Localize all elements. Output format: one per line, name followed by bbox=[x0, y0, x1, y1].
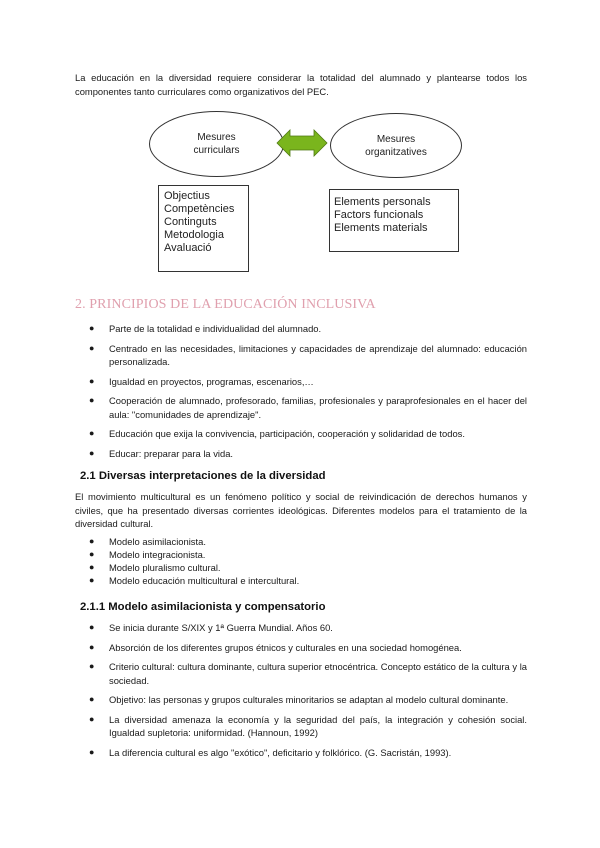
curricular-item: Competències bbox=[164, 203, 235, 215]
bullet-icon: ● bbox=[89, 536, 95, 546]
right-ellipse-line1: Mesures bbox=[376, 133, 416, 145]
left-ellipse-line2: curriculars bbox=[193, 145, 240, 156]
list-item: ● Educación que exija la convivencia, participación, cooperación y solidaridad de todos. bbox=[89, 428, 465, 439]
bullet-icon: ● bbox=[89, 562, 95, 572]
bullet-icon: ● bbox=[89, 395, 95, 405]
list-item: ● Educar: preparar para la vida. bbox=[89, 447, 234, 459]
measures-diagram bbox=[0, 0, 600, 290]
bullet-icon: ● bbox=[89, 661, 95, 671]
curricular-item: Objectius bbox=[164, 190, 210, 202]
list-item: ● Modelo educación multicultural e intercultural. bbox=[89, 575, 300, 586]
bullet-icon: ● bbox=[89, 323, 95, 333]
organizational-item: Elements materials bbox=[334, 222, 428, 234]
bullet-icon: ● bbox=[89, 622, 95, 632]
section-2-1-1-heading: 2.1.1 Modelo asimilacionista y compensatorio bbox=[80, 601, 326, 613]
list-item: ● Cooperación de alumnado, profesorado, familias, profesionales y paraprofesionales en el hacer del aula: "comunidades de aprendizaje". bbox=[89, 395, 527, 420]
section-2-1-paragraph: El movimiento multicultural es un fenómeno político y social de reivindicación de derechos humanos y civiles, que ha presentado diversas corrientes ideológicas. Diferentes modelos para el tratamiento de la diversidad cultural. bbox=[75, 491, 527, 529]
curricular-item: Continguts bbox=[164, 216, 217, 228]
bullet-icon: ● bbox=[89, 641, 95, 652]
bullet-icon: ● bbox=[89, 342, 95, 353]
organizational-measures-ellipse bbox=[330, 113, 462, 178]
left-ellipse-line1: Mesures bbox=[197, 132, 236, 143]
organizational-item: Elements personals bbox=[334, 196, 431, 208]
bullet-icon: ● bbox=[89, 375, 95, 386]
bullet-icon: ● bbox=[89, 575, 95, 585]
list-item: ● Se inicia durante S/XIX y 1ª Guerra Mundial. Años 60. bbox=[89, 622, 333, 633]
bullet-icon: ● bbox=[89, 549, 95, 559]
list-item: ● Modelo pluralismo cultural. bbox=[89, 562, 221, 573]
curricular-elements-box bbox=[158, 185, 249, 272]
section-2-1-bullet-list bbox=[89, 535, 527, 587]
bullet-icon: ● bbox=[89, 447, 95, 458]
bullet-icon: ● bbox=[89, 694, 95, 704]
list-item: ● Centrado en las necesidades, limitaciones y capacidades de aprendizaje del alumnado: educación personalizada. bbox=[89, 342, 527, 367]
list-item: ● Absorción de los diferentes grupos étnicos y culturales en una sociedad homogénea. bbox=[89, 641, 462, 653]
bullet-icon: ● bbox=[89, 713, 95, 724]
section-2-bullet-list bbox=[89, 322, 527, 460]
list-item: ● Objetivo: las personas y grupos culturales minoritarios se adaptan al modelo cultural dominante. bbox=[89, 694, 509, 705]
bullet-icon: ● bbox=[89, 428, 95, 438]
bullet-icon: ● bbox=[89, 746, 95, 757]
list-item: ● La diferencia cultural es algo "exótico", deficitario y folklórico. (G. Sacristán, 1993). bbox=[89, 746, 452, 758]
curricular-measures-ellipse bbox=[149, 111, 284, 177]
list-item: ● La diversidad amenaza la economía y la seguridad del país, la integración y cohesión social. Igualdad supletoria: uniformidad. (Hannoun, 1992) bbox=[89, 713, 527, 738]
list-item: ● Parte de la totalidad e individualidad del alumnado. bbox=[89, 323, 322, 334]
list-item: ● Modelo integracionista. bbox=[89, 549, 206, 560]
list-item: ● Igualdad en proyectos, programas, escenarios,… bbox=[89, 375, 314, 387]
double-arrow-icon bbox=[276, 127, 328, 159]
right-ellipse-line2: organitzatives bbox=[365, 146, 427, 158]
curricular-item: Avaluació bbox=[164, 242, 212, 254]
list-item: ● Criterio cultural: cultura dominante, cultura superior etnocéntrica. Concepto estático de la cultura y la sociedad. bbox=[89, 661, 527, 686]
organizational-item: Factors funcionals bbox=[334, 209, 424, 221]
section-2-heading: 2. PRINCIPIOS DE LA EDUCACIÓN INCLUSIVA bbox=[75, 297, 376, 312]
curricular-item: Metodologia bbox=[164, 229, 224, 241]
section-2-1-heading: 2.1 Diversas interpretaciones de la diversidad bbox=[80, 470, 326, 482]
organizational-elements-box bbox=[329, 189, 459, 252]
intro-paragraph: La educación en la diversidad requiere considerar la totalidad del alumnado y plantearse todos los componentes tanto curriculares como organizativos del PEC. bbox=[75, 72, 527, 97]
list-item: ● Modelo asimilacionista. bbox=[89, 536, 206, 547]
section-2-1-1-bullet-list bbox=[89, 621, 527, 759]
